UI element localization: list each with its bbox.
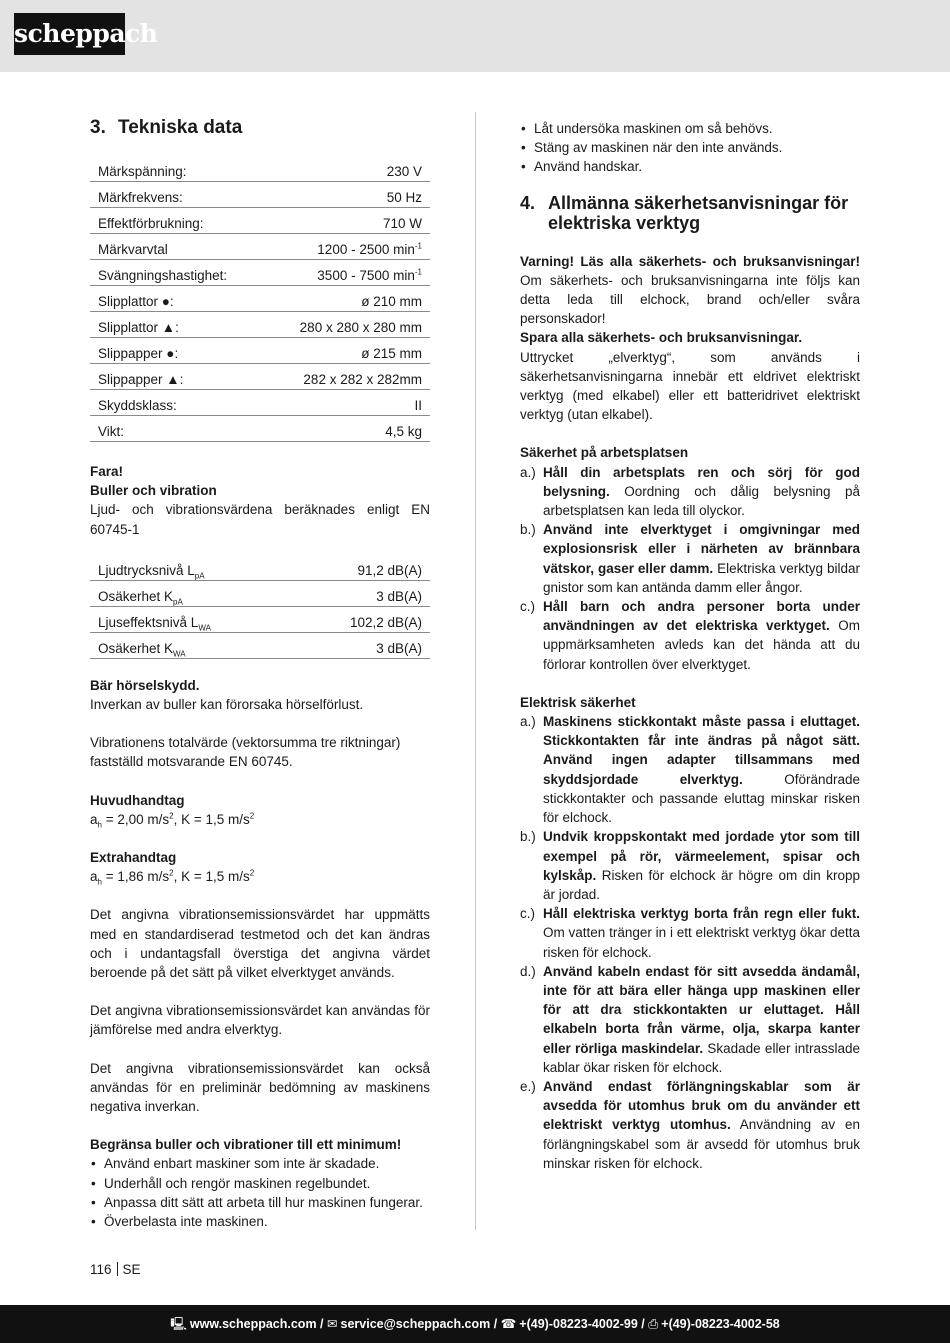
extra-handle-heading: Extrahandtag [90, 850, 177, 866]
top-safety-list [520, 119, 860, 177]
page-separator [117, 1262, 118, 1276]
list-item: • Stäng av maskinen när den inte används. [520, 138, 860, 157]
spec-value: 710 W [264, 208, 430, 234]
workplace-heading: Säkerhet på arbetsplatsen [520, 445, 689, 461]
email-icon: ✉ [327, 1317, 338, 1331]
spec-label: Slippapper ▲: [90, 364, 264, 390]
limit-heading: Begränsa buller och vibrationer till ett minimum! [90, 1137, 402, 1153]
main-handle-heading: Huvudhandtag [90, 792, 185, 808]
spec-row [90, 338, 430, 364]
section-number: 3. [90, 117, 106, 138]
spec-row [90, 286, 430, 312]
electrical-list [520, 712, 860, 1173]
list-item: c.) Håll barn och andra personer borta under användningen av det elektriska verktyget. Om uppmärksamheten avleds kan det hända att du förlorar kontrollen över elverktyget. [520, 599, 861, 672]
noise-value: 3 dB(A) [292, 580, 430, 606]
fax-icon: ⎙ [648, 1317, 659, 1331]
noise-row [90, 580, 430, 606]
spec-row [90, 156, 430, 182]
electrical-heading: Elektrisk säkerhet [520, 694, 636, 710]
list-item: b.) Undvik kroppskontakt med jordade ytor som till exempel på rör, värmeelement, spisar och kylskåp. Risken för elchock är högre om din kropp är jordad. [520, 829, 860, 902]
page-number: 116 [90, 1262, 112, 1277]
spec-value: ø 210 mm [264, 286, 430, 312]
noise-row [90, 606, 430, 632]
noise-label: Osäkerhet $K_{pA}$ [90, 580, 292, 606]
noise-value: 91,2 dB(A) [292, 555, 430, 581]
list-item: c.) Håll elektriska verktyg borta från regn eller fukt. Om vatten tränger in i ett elektriskt verktyg ökar detta risken för elchock. [520, 906, 860, 960]
workplace-list [520, 463, 860, 674]
spec-label: Slipplattor ●: [90, 286, 264, 312]
limit-list [90, 1154, 430, 1231]
spec-label: Slippapper ●: [90, 338, 264, 364]
spec-value: 280 x 280 x 280 mm [264, 312, 430, 338]
noise-text: Ljud- och vibrationsvärdena beräknades enligt EN 60745-1 [90, 502, 430, 537]
right-column [520, 108, 860, 1173]
computer-icon: 🖳 [170, 1317, 187, 1331]
vibration-total: Vibrationens totalvärde (vektorsumma tre riktningar) fastställd motsvarande EN 60745. [90, 735, 401, 770]
noise-label: Osäkerhet $K_{WA}$ [90, 632, 292, 658]
list-item: • Underhåll och rengör maskinen regelbundet. [90, 1174, 430, 1193]
spec-row [90, 364, 430, 390]
website-link[interactable]: www.scheppach.com [189, 1317, 317, 1331]
spec-row [90, 390, 430, 416]
section-title: Tekniska data [118, 117, 243, 138]
noise-value: 3 dB(A) [292, 632, 430, 658]
noise-label: Ljuseffektsnivå $L_{WA}$ [90, 606, 292, 632]
spec-row [90, 208, 430, 234]
contact-footer: 🖳 www.scheppach.com / ✉ service@scheppach.com / ☎ +(49)-08223-4002-99 / ⎙ +(49)-08223-4002-58 [0, 1305, 950, 1343]
phone-icon: ☎ [500, 1317, 517, 1331]
noise-table [90, 555, 430, 659]
spec-row [90, 416, 430, 442]
spec-label: Effektförbrukning: [90, 208, 264, 234]
spec-value: II [264, 390, 430, 416]
spec-value: 4,5 kg [264, 416, 430, 442]
spec-label: Märkvarvtal [90, 234, 264, 260]
main-handle-values: $a_h = 2,00$ $m/s^2$, K = 1,5 $m/s^2$ [90, 811, 255, 830]
spec-value: 3500 - 7500 $\min^{-1}$ [264, 260, 430, 286]
spec-label: Skyddsklass: [90, 390, 264, 416]
spec-value: 282 x 282 x 282mm [264, 364, 430, 390]
list-item: d.) Använd kabeln endast för sitt avsedda ändamål, inte för att bära eller hänga upp maskinen eller för att dra stickkontakten ur eluttaget. Håll elkabeln borta från värme, olja, skarpa kanter eller rörliga maskindelar. Skadade eller intrasslade kablar ökar risken för elchock. [520, 963, 860, 1075]
noise-value: 102,2 dB(A) [292, 606, 430, 632]
extra-handle-values: $a_h = 1,86$ $m/s^2$, K = 1,5 $m/s^2$ [90, 868, 255, 887]
spec-row [90, 312, 430, 338]
noise-heading: Buller och vibration [90, 483, 217, 499]
spec-label: Svängningshastighet: [90, 260, 264, 286]
vibration-para-2: Det angivna vibrationsemissionsvärdet kan användas för jämförelse med andra elverktyg. [90, 1003, 430, 1038]
noise-row [90, 632, 430, 658]
warning-paragraph: Varning! Läs alla säkerhets- och bruksanvisningar! Om säkerhets- och bruksanvisningarna inte följs kan detta leda till elchock, brand och/eller svåra personskador! [520, 253, 860, 327]
spec-value: 1200 - 2500 $\min^{-1}$ [264, 234, 430, 260]
phone-number: +(49)-08223-4002-99 [519, 1317, 638, 1331]
section-4-heading [520, 193, 860, 233]
spec-label: Slipplattor ▲: [90, 312, 264, 338]
hearing-text: Inverkan av buller kan förorsaka hörselförlust. [90, 697, 364, 713]
list-item: • Låt undersöka maskinen om så behövs. [520, 119, 860, 138]
column-divider [475, 112, 476, 1230]
list-item: • Överbelasta inte maskinen. [90, 1212, 430, 1231]
list-item: • Använd handskar. [520, 157, 860, 176]
spec-row [90, 234, 430, 260]
spec-value: 50 Hz [264, 182, 430, 208]
list-item: e.) Använd endast förlängningskablar som är avsedda för utomhus bruk om du använder ett elektriskt verktyg utomhus. Användning av en förlängningskabel som är avsedd för utomhus bruk minskar risken för elchock. [520, 1078, 861, 1171]
danger-label: Fara! [90, 464, 124, 479]
spec-value: ø 215 mm [264, 338, 430, 364]
vibration-para-3: Det angivna vibrationsemissionsvärdet kan också användas för en preliminär bedömning av maskinens negativa inverkan. [90, 1060, 430, 1115]
spec-label: Märkfrekvens: [90, 182, 264, 208]
section-title: Allmänna säkerhetsanvisningar för elektriska verktyg [548, 192, 849, 233]
technical-data-table [90, 156, 430, 442]
definition-paragraph: Uttrycket „elverktyg“, som används i säkerhetsanvisningarna innebär ett eldrivet elektriskt verktyg (med elkabel) eller ett batteridrivet elektriskt verktyg (utan elkabel). [520, 349, 860, 423]
fax-number: +(49)-08223-4002-58 [661, 1317, 780, 1331]
page-number-footer [90, 1262, 141, 1277]
spec-label: Vikt: [90, 416, 264, 442]
spec-label: Märkspänning: [90, 156, 264, 182]
noise-row [90, 555, 430, 581]
list-item: • Använd enbart maskiner som inte är skadade. [90, 1154, 430, 1173]
header-band [0, 0, 950, 72]
hearing-heading: Bär hörselskydd. [90, 677, 200, 693]
list-item: b.) Använd inte elverktyget i omgivningar med explosionsrisk eller i närheten av brännbara vätskor, gaser eller damm. Elektriska verktyg bildar gnistor som kan antända damm eller ångor. [520, 522, 860, 595]
list-item: • Anpassa ditt sätt att arbeta till hur maskinen fungerar. [90, 1193, 430, 1212]
spec-row [90, 260, 430, 286]
left-column [90, 108, 430, 1231]
section-3-heading [90, 117, 430, 139]
spec-value: 230 V [264, 156, 430, 182]
section-number: 4. [520, 192, 536, 213]
vibration-para-1: Det angivna vibrationsemissionsvärdet har uppmätts med en standardiserad testmetod och det kan ändras och i undantagsfall överstiga det angivna värdet beroende på det sätt på vilket elverktyget används. [90, 907, 430, 981]
list-item: a.) Håll din arbetsplats ren och sörj för god belysning. Oordning och dålig belysning på arbetsplatsen kan leda till olyckor. [520, 464, 860, 519]
list-item: a.) Maskinens stickkontakt måste passa i eluttaget. Stickkontakten får inte ändras på något sätt. Använd ingen adapter tillsammans med skyddsjordade elverktyg. Oförändrade stickkontakter och passande eluttag minskar risken för elchock. [520, 714, 860, 826]
save-instructions: Spara alla säkerhets- och bruksanvisningar. [520, 330, 803, 346]
email-link[interactable]: service@scheppach.com [340, 1317, 491, 1331]
spec-row [90, 182, 430, 208]
language-code: SE [122, 1262, 141, 1277]
scheppach-logo: scheppach [14, 13, 125, 55]
noise-label: Ljudtrycksnivå $L_{pA}$ [90, 555, 292, 581]
